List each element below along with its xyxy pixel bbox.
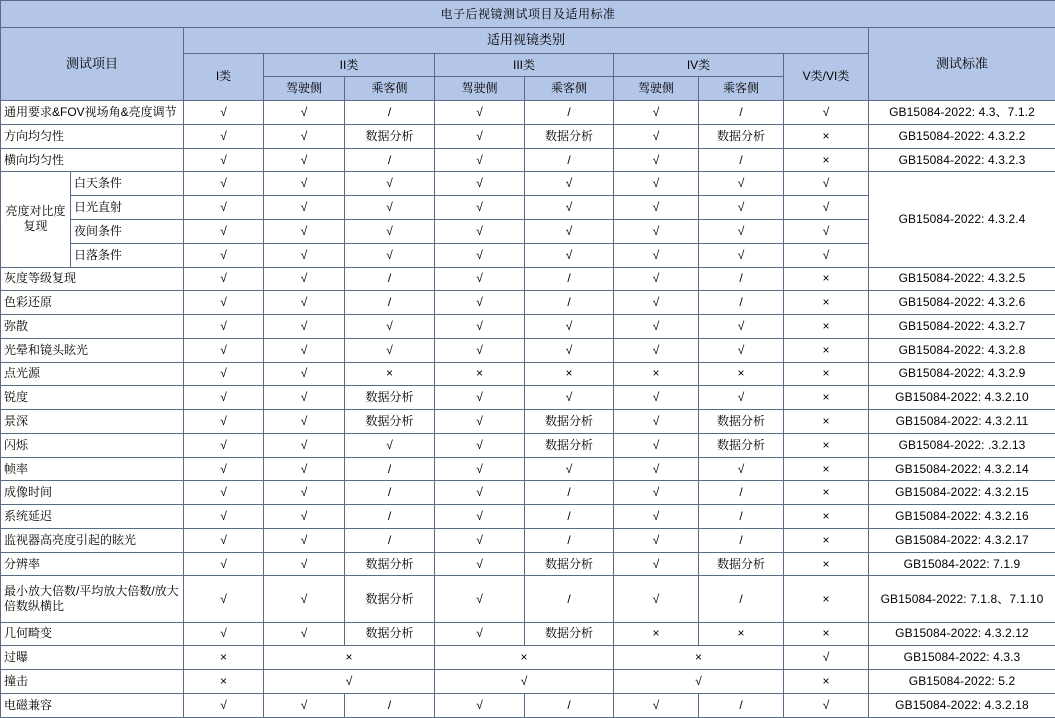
cell-class3-passenger: √ [525,219,614,243]
table-row [1,291,1055,315]
cell-class4-driver: √ [614,219,699,243]
cell-class2-passenger: / [345,528,435,552]
cell-class56: √ [784,646,869,670]
cell-class2-driver: √ [264,552,345,576]
table-row [1,101,1055,125]
table-row [1,124,1055,148]
cell-class56: × [784,576,869,622]
cell-class4-passenger: / [699,291,784,315]
cell-class3-passenger: 数据分析 [525,552,614,576]
row-subitem-label: 夜间条件 [71,219,184,243]
cell-class56: √ [784,219,869,243]
cell-standard: GB15084-2022: 4.3.2.16 [869,505,1055,529]
cell-class56: √ [784,101,869,125]
cell-class4-driver: √ [614,338,699,362]
cell-class4-passenger: 数据分析 [699,410,784,434]
cell-class3-driver: × [435,362,525,386]
cell-class4-passenger: 数据分析 [699,124,784,148]
cell-class3-driver: √ [435,552,525,576]
cell-class4-driver: √ [614,693,699,717]
cell-class3-driver: √ [435,457,525,481]
cell-class4-passenger: × [699,622,784,646]
cell-class1: √ [184,172,264,196]
header-class4-passenger: 乘客侧 [699,77,784,101]
cell-class4-passenger: √ [699,315,784,339]
cell-class1: √ [184,148,264,172]
cell-class4-passenger: √ [699,338,784,362]
cell-class4-driver: √ [614,528,699,552]
cell-class3-passenger: 数据分析 [525,433,614,457]
cell-class4-driver: √ [614,291,699,315]
cell-class2-merged: √ [264,670,435,694]
cell-class2-driver: √ [264,315,345,339]
cell-class3-driver: √ [435,101,525,125]
table-row [1,410,1055,434]
cell-class3-driver: √ [435,172,525,196]
table-row [1,646,1055,670]
cell-class4-driver: √ [614,243,699,267]
cell-class1: × [184,670,264,694]
cell-class1: √ [184,219,264,243]
cell-class4-passenger: √ [699,243,784,267]
cell-class3-driver: √ [435,481,525,505]
cell-class4-passenger: 数据分析 [699,552,784,576]
row-item-label: 帧率 [1,457,184,481]
cell-class3-driver: √ [435,124,525,148]
cell-class3-driver: √ [435,576,525,622]
cell-standard: GB15084-2022: 4.3.2.2 [869,124,1055,148]
row-item-label: 成像时间 [1,481,184,505]
cell-class2-passenger: √ [345,338,435,362]
cell-class4-passenger: √ [699,457,784,481]
cell-class3-driver: √ [435,528,525,552]
cell-class3-driver: √ [435,219,525,243]
cell-class3-passenger: / [525,505,614,529]
row-item-label: 监视器高亮度引起的眩光 [1,528,184,552]
cell-class1: √ [184,315,264,339]
cell-class56: × [784,267,869,291]
row-subitem-label: 日光直射 [71,196,184,220]
cell-class4-driver: √ [614,267,699,291]
cell-class4-driver: √ [614,172,699,196]
cell-class3-passenger: / [525,148,614,172]
cell-class1: √ [184,196,264,220]
cell-class2-driver: √ [264,196,345,220]
cell-class1: √ [184,576,264,622]
cell-standard: GB15084-2022: 4.3.3 [869,646,1055,670]
header-class4-driver: 驾驶侧 [614,77,699,101]
cell-class2-passenger: √ [345,172,435,196]
cell-class1: √ [184,528,264,552]
row-item-label: 方向均匀性 [1,124,184,148]
table-row [1,172,1055,196]
cell-class4-driver: √ [614,457,699,481]
cell-class4-driver: √ [614,552,699,576]
cell-class2-passenger: 数据分析 [345,410,435,434]
cell-class3-passenger: / [525,267,614,291]
cell-class4-passenger: / [699,148,784,172]
header-class3-passenger: 乘客侧 [525,77,614,101]
row-item-label: 过曝 [1,646,184,670]
cell-class2-driver: √ [264,693,345,717]
cell-class3-driver: √ [435,243,525,267]
header-class2-passenger: 乘客侧 [345,77,435,101]
row-subitem-label: 日落条件 [71,243,184,267]
cell-class2-driver: √ [264,148,345,172]
cell-class2-driver: √ [264,481,345,505]
cell-standard: GB15084-2022: 4.3.2.3 [869,148,1055,172]
cell-class2-passenger: / [345,505,435,529]
table-row [1,267,1055,291]
table-row [1,505,1055,529]
cell-class56: √ [784,243,869,267]
cell-class2-passenger: / [345,693,435,717]
cell-class3-passenger: 数据分析 [525,124,614,148]
header-class-5-6: V类/VI类 [784,53,869,101]
cell-class3-driver: √ [435,315,525,339]
cell-class56: × [784,386,869,410]
cell-class4-passenger: / [699,267,784,291]
cell-standard: GB15084-2022: 4.3.2.9 [869,362,1055,386]
cell-class3-driver: √ [435,622,525,646]
cell-class3-passenger: 数据分析 [525,622,614,646]
cell-class2-passenger: 数据分析 [345,386,435,410]
cell-class4-driver: √ [614,576,699,622]
cell-class1: √ [184,622,264,646]
header-test-standard: 测试标准 [869,28,1055,101]
row-item-label: 撞击 [1,670,184,694]
cell-standard: GB15084-2022: .3.2.13 [869,433,1055,457]
cell-class3-passenger: √ [525,196,614,220]
cell-class3-passenger: / [525,693,614,717]
cell-class3-passenger: √ [525,315,614,339]
table-row [1,528,1055,552]
cell-class2-driver: √ [264,362,345,386]
cell-class2-driver: √ [264,505,345,529]
row-item-label: 横向均匀性 [1,148,184,172]
row-item-label: 弥散 [1,315,184,339]
cell-class3-passenger: √ [525,172,614,196]
row-item-label: 景深 [1,410,184,434]
cell-class4-driver: √ [614,433,699,457]
row-item-label: 色彩还原 [1,291,184,315]
table-row [1,552,1055,576]
cell-class4-driver: √ [614,386,699,410]
cell-class2-driver: √ [264,172,345,196]
cell-standard: GB15084-2022: 4.3、7.1.2 [869,101,1055,125]
cell-class2-driver: √ [264,101,345,125]
cell-class4-driver: √ [614,505,699,529]
cell-class56: √ [784,172,869,196]
cell-class4-passenger: / [699,693,784,717]
header-class-4: IV类 [614,53,784,77]
cell-class2-passenger: / [345,267,435,291]
cell-class4-merged: × [614,646,784,670]
cell-standard: GB15084-2022: 4.3.2.17 [869,528,1055,552]
cell-class4-passenger: √ [699,219,784,243]
cell-class3-passenger: × [525,362,614,386]
cell-class1: √ [184,481,264,505]
cell-class4-driver: √ [614,124,699,148]
cell-class56: × [784,433,869,457]
cell-class1: √ [184,124,264,148]
cell-class3-driver: √ [435,338,525,362]
table-row [1,622,1055,646]
cell-class2-passenger: √ [345,196,435,220]
cell-standard: GB15084-2022: 4.3.2.11 [869,410,1055,434]
cell-class3-passenger: / [525,481,614,505]
cell-class2-driver: √ [264,622,345,646]
cell-class56: × [784,622,869,646]
cell-class3-passenger: / [525,576,614,622]
cell-standard: GB15084-2022: 7.1.8、7.1.10 [869,576,1055,622]
row-item-label: 最小放大倍数/平均放大倍数/放大倍数纵横比 [1,576,184,622]
header-class-2: II类 [264,53,435,77]
cell-standard: GB15084-2022: 7.1.9 [869,552,1055,576]
cell-class56: × [784,315,869,339]
cell-class2-passenger: √ [345,219,435,243]
cell-class3-driver: √ [435,410,525,434]
cell-class3-passenger: √ [525,457,614,481]
row-item-label: 分辨率 [1,552,184,576]
cell-class4-passenger: √ [699,196,784,220]
header-class-3: III类 [435,53,614,77]
cell-class2-driver: √ [264,243,345,267]
cell-class2-driver: √ [264,267,345,291]
cell-standard: GB15084-2022: 4.3.2.12 [869,622,1055,646]
cell-class3-passenger: / [525,291,614,315]
cell-class2-passenger: / [345,291,435,315]
cell-standard: GB15084-2022: 5.2 [869,670,1055,694]
cell-class4-passenger: / [699,505,784,529]
cell-class4-passenger: / [699,101,784,125]
header-class2-driver: 驾驶侧 [264,77,345,101]
table-row [1,386,1055,410]
row-item-label: 几何畸变 [1,622,184,646]
cell-class2-passenger: 数据分析 [345,576,435,622]
page-title: 电子后视镜测试项目及适用标准 [1,1,1055,28]
header-class-1: I类 [184,53,264,101]
cell-class3-driver: √ [435,291,525,315]
table-row [1,338,1055,362]
cell-class56: × [784,457,869,481]
cell-class2-driver: √ [264,433,345,457]
cell-class3-passenger: √ [525,338,614,362]
row-subitem-label: 白天条件 [71,172,184,196]
cell-class4-driver: √ [614,410,699,434]
cell-class4-driver: √ [614,148,699,172]
table-row [1,457,1055,481]
cell-class2-passenger: √ [345,315,435,339]
table-row [1,693,1055,717]
table-row [1,576,1055,622]
cell-class3-passenger: √ [525,386,614,410]
cell-class3-driver: √ [435,386,525,410]
header-applicable-category: 适用视镜类别 [184,28,869,54]
cell-class2-driver: √ [264,528,345,552]
cell-class1: √ [184,386,264,410]
cell-class2-driver: √ [264,410,345,434]
cell-class2-driver: √ [264,291,345,315]
cell-standard: GB15084-2022: 4.3.2.8 [869,338,1055,362]
row-item-label: 系统延迟 [1,505,184,529]
cell-class4-passenger: / [699,528,784,552]
cell-class1: √ [184,362,264,386]
row-group-label: 亮度对比度复现 [1,172,71,267]
title-row [1,1,1055,28]
table-row [1,362,1055,386]
cell-class56: × [784,481,869,505]
cell-class56: × [784,410,869,434]
cell-class56: × [784,670,869,694]
cell-class56: × [784,505,869,529]
cell-class3-passenger: / [525,528,614,552]
cell-class2-merged: × [264,646,435,670]
row-item-label: 通用要求&FOV视场角&亮度调节 [1,101,184,125]
cell-class56: × [784,338,869,362]
cell-class2-driver: √ [264,457,345,481]
table-row [1,433,1055,457]
table-row [1,148,1055,172]
cell-class1: √ [184,693,264,717]
row-item-label: 锐度 [1,386,184,410]
cell-class56: × [784,124,869,148]
cell-class2-driver: √ [264,576,345,622]
cell-class3-driver: √ [435,148,525,172]
cell-class4-passenger: 数据分析 [699,433,784,457]
cell-class1: √ [184,101,264,125]
table-row [1,481,1055,505]
cell-class2-driver: √ [264,338,345,362]
cell-class3-passenger: / [525,101,614,125]
cell-standard: GB15084-2022: 4.3.2.6 [869,291,1055,315]
cell-class2-passenger: 数据分析 [345,124,435,148]
cell-class2-driver: √ [264,219,345,243]
cell-class1: √ [184,410,264,434]
header-test-item: 测试项目 [1,28,184,101]
cell-standard: GB15084-2022: 4.3.2.18 [869,693,1055,717]
cell-class4-driver: × [614,622,699,646]
cell-class4-merged: √ [614,670,784,694]
cell-class2-passenger: √ [345,433,435,457]
cell-class2-passenger: / [345,101,435,125]
cell-class4-passenger: √ [699,386,784,410]
cell-class4-driver: √ [614,101,699,125]
cell-class2-driver: √ [264,124,345,148]
cell-class4-driver: √ [614,196,699,220]
cell-class2-passenger: 数据分析 [345,622,435,646]
cell-standard: GB15084-2022: 4.3.2.10 [869,386,1055,410]
header-class3-driver: 驾驶侧 [435,77,525,101]
cell-class56: × [784,552,869,576]
cell-class1: √ [184,505,264,529]
cell-standard: GB15084-2022: 4.3.2.7 [869,315,1055,339]
row-item-label: 电磁兼容 [1,693,184,717]
cell-class56: × [784,148,869,172]
cell-class3-driver: √ [435,267,525,291]
row-item-label: 灰度等级复现 [1,267,184,291]
cell-class2-passenger: / [345,457,435,481]
cell-class3-passenger: √ [525,243,614,267]
row-item-label: 光晕和镜头眩光 [1,338,184,362]
cell-class2-passenger: √ [345,243,435,267]
cell-class3-merged: × [435,646,614,670]
cell-class2-passenger: / [345,148,435,172]
cell-class3-driver: √ [435,433,525,457]
cell-class4-passenger: × [699,362,784,386]
cell-class3-driver: √ [435,693,525,717]
cell-class1: × [184,646,264,670]
cell-class56: √ [784,196,869,220]
cell-class3-passenger: 数据分析 [525,410,614,434]
cell-standard: GB15084-2022: 4.3.2.4 [869,172,1055,267]
cell-class1: √ [184,291,264,315]
cell-class1: √ [184,457,264,481]
cell-class3-driver: √ [435,196,525,220]
cell-class2-passenger: 数据分析 [345,552,435,576]
cell-class1: √ [184,433,264,457]
cell-class2-passenger: × [345,362,435,386]
cell-class4-passenger: / [699,481,784,505]
cell-class56: √ [784,693,869,717]
cell-standard: GB15084-2022: 4.3.2.15 [869,481,1055,505]
header-row-1 [1,28,1055,54]
cell-class3-merged: √ [435,670,614,694]
table-row [1,670,1055,694]
cell-class4-driver: √ [614,315,699,339]
cell-class4-driver: √ [614,481,699,505]
cell-class4-passenger: √ [699,172,784,196]
cell-class56: × [784,362,869,386]
cell-class56: × [784,291,869,315]
cell-class1: √ [184,243,264,267]
table-row [1,315,1055,339]
cell-class1: √ [184,267,264,291]
cell-class56: × [784,528,869,552]
row-item-label: 闪烁 [1,433,184,457]
cell-class1: √ [184,552,264,576]
cell-class4-driver: × [614,362,699,386]
cell-standard: GB15084-2022: 4.3.2.14 [869,457,1055,481]
row-item-label: 点光源 [1,362,184,386]
cell-class4-passenger: / [699,576,784,622]
cell-class3-driver: √ [435,505,525,529]
cell-class2-driver: √ [264,386,345,410]
cell-standard: GB15084-2022: 4.3.2.5 [869,267,1055,291]
cell-class1: √ [184,338,264,362]
cell-class2-passenger: / [345,481,435,505]
